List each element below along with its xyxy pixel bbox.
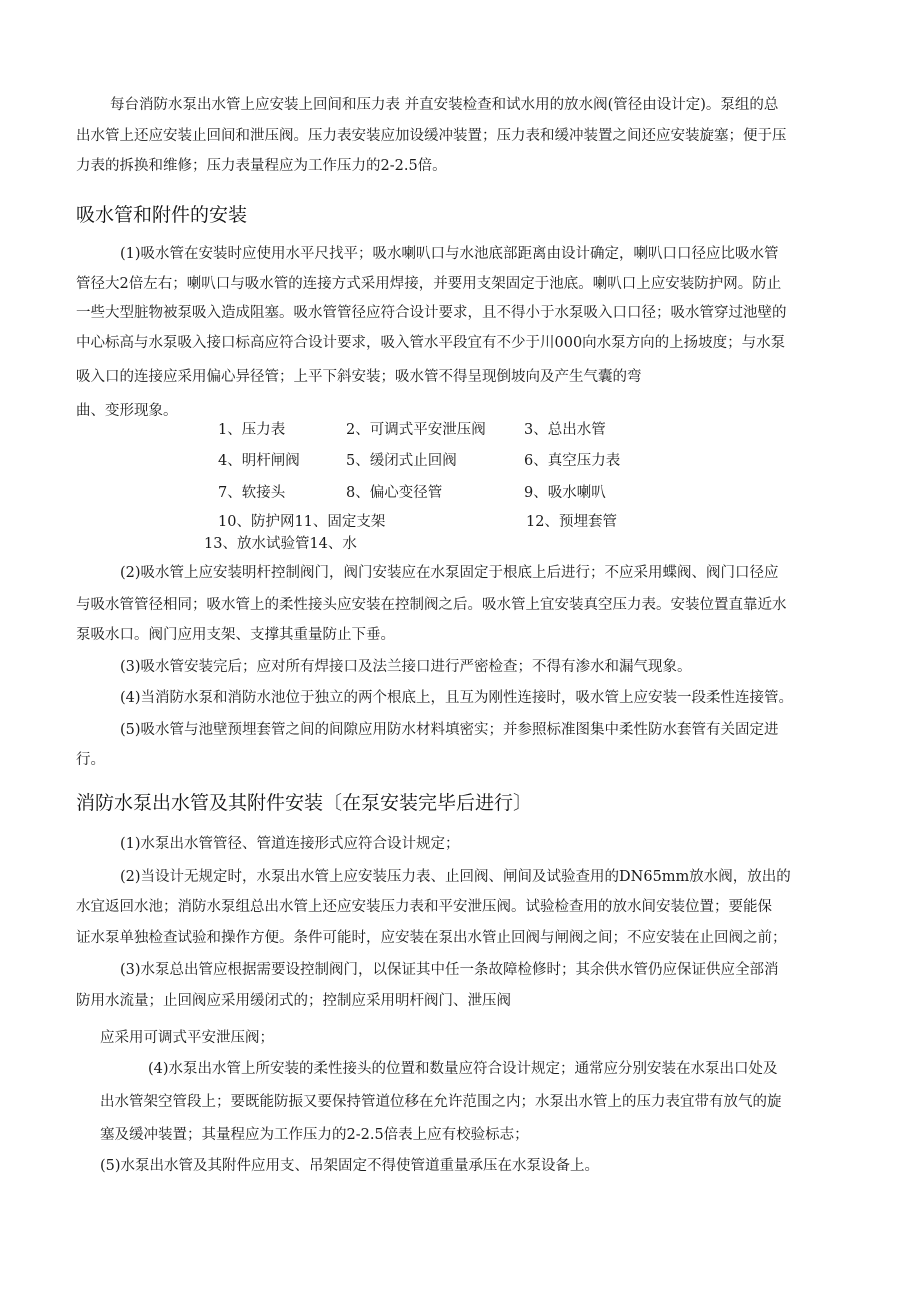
s1-item2-line-1: (2)吸水管上应安装明杆控制阀门，阀门安装应在水泵固定于根底上后进行；不应采用蝶阀、阀门口径应	[120, 565, 779, 581]
s2-item2-line-1: (2)当设计无规定时，水泵出水管上应安装压力表、止回阀、闸间及试验查用的DN65mm放水阀，放出的	[120, 869, 791, 885]
legend-item: 1、压力表	[218, 422, 286, 438]
intro-line-3: 力表的拆换和维修；压力表量程应为工作压力的2-2.5倍。	[76, 158, 447, 174]
s2-item3-line-3: 应采用可调式平安泄压阀；	[100, 1030, 274, 1046]
section1-heading: 吸水管和附件的安装	[76, 204, 248, 226]
s1-item4: (4)当消防水泵和消防水池位于独立的两个根底上，且互为刚性连接时，吸水管上应安装一段柔性连接管。	[120, 690, 794, 706]
legend-item: 6、真空压力表	[524, 453, 621, 469]
intro-line-2: 出水管上还应安装止回间和泄压阀。压力表安装应加设缓冲装置；压力表和缓冲装置之间还应安装旋塞；便于压	[76, 128, 787, 144]
s1-item1-line-5: 吸入口的连接应采用偏心异径管；上平下斜安装；吸水管不得呈现倒坡向及产生气囊的弯	[76, 369, 642, 385]
s1-item2-line-3: 泵吸水口。阀门应用支架、支撑其重量防止下垂。	[76, 627, 395, 643]
legend-item: 10、防护网11、固定支架	[218, 514, 386, 530]
s2-item3-line-2: 防用水流量；止回阀应采用缓闭式的；控制应采用明杆阀门、泄压阀	[76, 993, 511, 1009]
s2-item4-line-1: (4)水泵出水管上所安装的柔性接头的位置和数量应符合设计规定；通常应分别安装在水泵出口处及	[148, 1061, 778, 1077]
legend-item: 7、软接头	[218, 485, 286, 501]
legend-item: 5、缓闭式止回阀	[346, 453, 457, 469]
section2-heading: 消防水泵出水管及其附件安装〔在泵安装完毕后进行〕	[76, 792, 533, 814]
legend-item: 2、可调式平安泄压阀	[346, 422, 486, 438]
s1-item3: (3)吸水管安装完后；应对所有焊接口及法兰接口进行严密检查；不得有渗水和漏气现象。	[120, 659, 692, 675]
s1-item5-line-1: (5)吸水管与池壁预埋套管之间的间隙应用防水材料填密实；并参照标准图集中柔性防水套管有关固定进	[120, 722, 779, 738]
legend-item: 4、明杆闸阀	[218, 453, 300, 469]
s1-item1-line-3: 一些大型脏物被泵吸入造成阻塞。吸水管管径应符合设计要求，且不得小于水泵吸入口口径；吸水管穿过池壁的	[76, 305, 787, 321]
s1-item2-line-2: 与吸水管管径相同；吸水管上的柔性接头应安装在控制阀之后。吸水管上宜安装真空压力表。安装位置直靠近水	[76, 597, 787, 613]
s1-item1-line-1: (1)吸水管在安装时应使用水平尺找平；吸水喇叭口与水池底部距离由设计确定，喇叭口口径应比吸水管	[120, 246, 779, 262]
s1-item5-line-2: 行。	[76, 752, 105, 768]
legend-item: 12、预埋套管	[526, 514, 617, 530]
s1-item1-line-4: 中心标高与水泵吸入接口标高应符合设计要求，吸入管水平段宜有不少于川000向水泵方向的上扬坡度；与水泵	[76, 335, 786, 351]
s2-item5: (5)水泵出水管及其附件应用支、吊架固定不得使管道重量承压在水泵设备上。	[100, 1158, 600, 1174]
legend-item: 9、吸水喇叭	[524, 485, 606, 501]
legend-item: 8、偏心变径管	[346, 485, 443, 501]
s2-item4-line-2: 出水管架空管段上；要既能防振又要保持管道位移在允许范围之内；水泵出水管上的压力表宜带有放气的旋	[100, 1094, 782, 1110]
intro-line-1: 每台消防水泵出水管上应安装上回间和压力表 并直安装检查和试水用的放水阀(管径由设计定)。泵组的总	[110, 97, 779, 113]
s2-item2-line-2: 水宜返回水池；消防水泵组总出水管上还应安装压力表和平安泄压阀。试验检查用的放水间安装位置；要能保	[76, 899, 772, 915]
s2-item3-line-1: (3)水泵总出管应根据需要设控制阀门，以保证其中任一条故障检修时；其余供水管仍应保证供应全部消	[120, 962, 779, 978]
legend-item: 13、放水试验管14、水	[204, 536, 357, 552]
s1-item1-line-6: 曲、变形现象。	[76, 403, 178, 419]
legend-item: 3、总出水管	[524, 422, 606, 438]
s2-item4-line-3: 塞及缓冲装置；其量程应为工作压力的2-2.5倍表上应有校验标志；	[100, 1127, 529, 1143]
s1-item1-line-2: 管径大2倍左右；喇叭口与吸水管的连接方式采用焊接，并要用支架固定于池底。喇叭口上应安装防护网。防止	[76, 276, 782, 292]
s2-item2-line-3: 证水泵单独检查试验和操作方便。条件可能时，应安装在泵出水管止回阀与闸阀之间；不应安装在止回阀之前；	[76, 930, 787, 946]
s2-item1: (1)水泵出水管管径、管道连接形式应符合设计规定；	[120, 836, 460, 852]
